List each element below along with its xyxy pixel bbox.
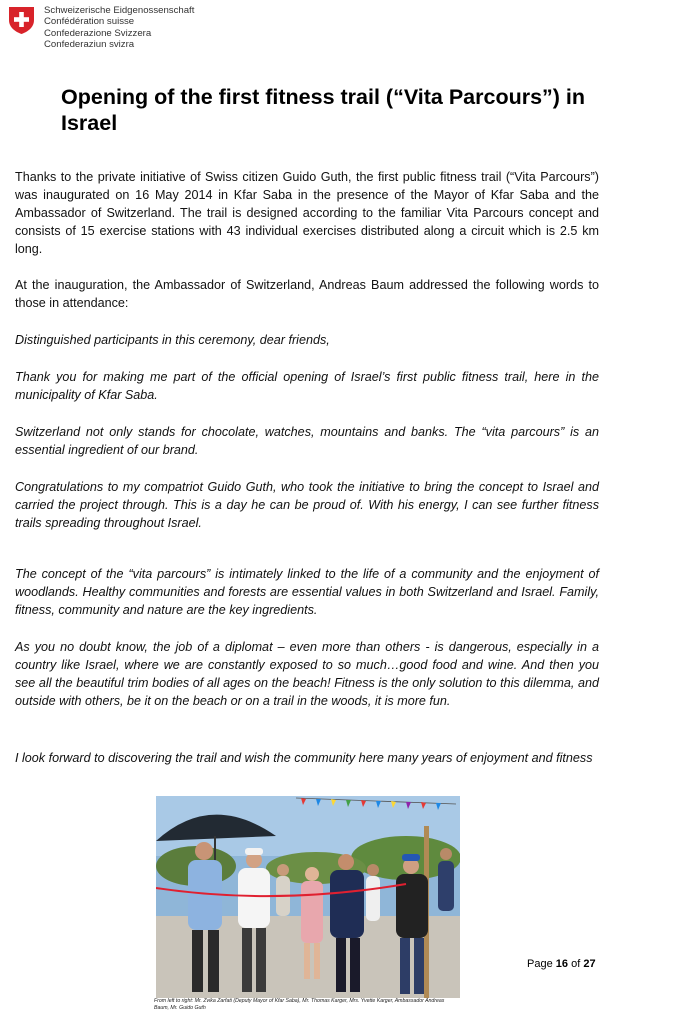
speech-paragraph-congratulations: Congratulations to my compatriot Guido Guth, who took the initiative to bring the concept to Israel and carried the project through. This is a day he can be proud of. With his energy, I can see further fitness trails spreading throughout Israel. <box>15 480 599 530</box>
page-number <box>527 958 596 970</box>
inauguration-paragraph: At the inauguration, the Ambassador of Switzerland, Andreas Baum addressed the following words to those in attendance: <box>15 278 599 310</box>
speech-greeting: Distinguished participants in this ceremony, dear friends, <box>15 333 330 347</box>
header-line-italian: Confederazione Svizzera <box>44 27 152 39</box>
government-header <box>44 5 194 51</box>
photo-caption: From left to right: Mr. Zvika Zarfati (Deputy Mayor of Kfar Saba), Mr. Thomas Karger, Mrs. Yvette Karger, Ambassador Andreas Baum, Mr. Guido Guth <box>154 998 445 1011</box>
intro-paragraph: Thanks to the private initiative of Swiss citizen Guido Guth, the first public fitness trail (“Vita Parcours”) was inaugurated on 16 May 2014 in Kfar Saba in the presence of the Mayor of Kfar Saba and the Ambassador of Switzerland. The trail is designed according to the familiar Vita Parcours concept and consists of 15 exercise stations with 43 individual exercises distributed along a circuit which is 2.5 km long. <box>15 170 599 256</box>
page-title: Opening of the first fitness trail (“Vita Parcours”) in Israel <box>61 85 586 135</box>
page-of: of <box>571 958 581 970</box>
speech-paragraph-diplomat: As you no doubt know, the job of a diplomat – even more than others - is dangerous, especially in a country like Israel, where we are constantly exposed to so much…good food and wine. And then you see all the beautiful trim bodies of all ages on the beach! Fitness is the only solution to this dilemma, and outside with others, be it on the beach or on a trail in the woods, it is more fun. <box>15 640 599 708</box>
speech-paragraph-concept: The concept of the “vita parcours” is intimately linked to the life of a community and the enjoyment of woodlands. Healthy communities and forests are essential values in both Switzerland and Israel. Family, fitness, community and nature are the key ingredients. <box>15 567 599 617</box>
page-label: Page <box>527 958 553 970</box>
header-line-german: Schweizerische Eidgenossenschaft <box>44 5 195 16</box>
header-line-french: Confédération suisse <box>44 16 135 28</box>
speech-paragraph-closing: I look forward to discovering the trail and wish the community here many years of enjoyment and fitness <box>15 751 593 765</box>
swiss-cross-shield-icon <box>8 6 35 35</box>
page-total: 27 <box>583 958 596 970</box>
speech-paragraph-thanks: Thank you for making me part of the official opening of Israel’s first public fitness trail, here in the municipality of Kfar Saba. <box>15 370 599 402</box>
ribbon-cutting-photo <box>156 796 460 998</box>
header-line-romansh: Confederaziun svizra <box>44 39 135 51</box>
speech-paragraph-brand: Switzerland not only stands for chocolate, watches, mountains and banks. The “vita parcours” is an essential ingredient of our brand. <box>15 425 599 457</box>
page-current: 16 <box>555 958 569 970</box>
